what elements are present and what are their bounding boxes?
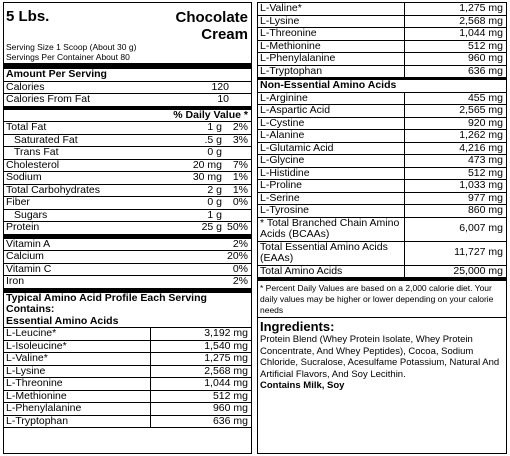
nonessential-amino-list: [258, 93, 506, 218]
nutrient-row: [4, 122, 251, 135]
amino-amount: 25,000 mg: [453, 264, 503, 277]
amino-amount: 455 mg: [467, 91, 503, 104]
nutrient-row: [4, 185, 251, 198]
nutrient-amount: 0 g: [207, 147, 222, 158]
nutrient-amount: 20 mg: [192, 159, 222, 171]
vitamin-list: [4, 239, 251, 289]
amino-row: [258, 242, 506, 266]
amino-totals: [258, 218, 506, 279]
amino-row: [258, 155, 506, 168]
amino-row: [4, 378, 251, 391]
nutrient-daily-value: 3%: [232, 134, 248, 146]
nutrient-daily-value: 0%: [232, 197, 248, 208]
amino-amount: 636 mg: [467, 64, 503, 77]
nutrient-label: Saturated Fat: [14, 134, 78, 146]
nutrient-daily-value: 1%: [232, 172, 248, 183]
amino-name: L-Leucine*: [4, 328, 151, 340]
amino-row: [258, 53, 506, 66]
nutrient-label: Sodium: [6, 172, 42, 183]
nutrient-amount: 25 g: [201, 222, 222, 233]
vitamin-daily-value: 2%: [232, 238, 248, 250]
amino-amount: 920 mg: [467, 116, 503, 129]
amino-row: [258, 218, 506, 242]
amino-row: [258, 266, 506, 279]
vitamin-label: Iron: [6, 276, 25, 287]
nutrient-label: Total Carbohydrates: [6, 184, 100, 196]
nutrient-row: [4, 147, 251, 160]
amino-name: L-Isoleucine*: [4, 341, 151, 353]
nutrient-amount: 1 g: [207, 122, 222, 133]
amino-amount: 4,216 mg: [459, 141, 503, 154]
amino-name: L-Cystine: [258, 118, 405, 130]
nutrient-amount: 30 mg: [192, 172, 222, 183]
amino-amount: 2,568 mg: [204, 364, 248, 377]
ingredients-text: Protein Blend (Whey Protein Isolate, Whey Protein Concentrate, And Whey Peptides), Cocoa, Sodium Chloride, Sucralose, Acesulfame Potassium, Natural And Artificial Flavors, And Soy Lecithin. Contains Milk, Soy: [258, 334, 506, 392]
amino-name: L-Serine: [258, 193, 405, 205]
amino-amount: 1,540 mg: [204, 339, 248, 352]
calories-row: Calories 120: [4, 82, 251, 95]
nutrient-row: [4, 160, 251, 173]
amino-name: L-Proline: [258, 180, 405, 192]
amino-name: L-Alanine: [258, 130, 405, 142]
nutrient-daily-value: 1%: [232, 184, 248, 196]
nutrient-daily-value: 2%: [232, 122, 248, 133]
amino-amount: 977 mg: [467, 191, 503, 204]
nutrient-amount: 1 g: [207, 209, 222, 221]
allergen-statement: Contains Milk, Soy: [260, 380, 345, 391]
amino-amount: 1,044 mg: [204, 377, 248, 389]
vitamin-row: [4, 276, 251, 289]
amino-row: [258, 3, 506, 16]
amino-amount: 1,275 mg: [459, 2, 503, 14]
essential-amino-title: Essential Amino Acids: [4, 316, 251, 329]
amino-amount: 1,262 mg: [459, 129, 503, 141]
serving-size: Serving Size 1 Scoop (About 30 g): [6, 42, 137, 52]
amino-amount: 3,192 mg: [204, 327, 248, 339]
amino-name: * Total Branched Chain Amino Acids (BCAAs): [258, 218, 405, 241]
amount-per-serving: Amount Per Serving: [4, 69, 251, 82]
vitamin-daily-value: 20%: [226, 251, 248, 262]
amino-amount: 11,727 mg: [454, 246, 503, 259]
amino-amount: 512 mg: [467, 39, 503, 52]
nutrient-label: Trans Fat: [14, 147, 59, 158]
nutrient-label: Protein: [6, 222, 40, 233]
nutrient-list: [4, 122, 251, 235]
amino-name: L-Lysine: [258, 16, 405, 28]
container-size: 5 Lbs.: [6, 8, 50, 25]
amino-name: L-Phenylalanine: [258, 53, 405, 65]
amino-name: L-Glutamic Acid: [258, 143, 405, 155]
amino-amount: 512 mg: [467, 166, 503, 179]
amino-amount: 473 mg: [467, 154, 503, 166]
nutrient-label: Cholesterol: [6, 159, 60, 171]
nutrient-amount: .5 g: [204, 134, 222, 146]
vitamin-daily-value: 0%: [232, 263, 248, 275]
label-header: [4, 3, 251, 43]
nutrient-row: [4, 135, 251, 148]
amino-amount: 1,033 mg: [459, 179, 503, 191]
amino-name: L-Valine*: [258, 3, 405, 15]
amino-name: L-Tryptophan: [258, 66, 405, 78]
amino-row: [4, 403, 251, 416]
amino-row: [4, 353, 251, 366]
vitamin-label: Vitamin C: [6, 263, 52, 275]
calories-from-fat-row: Calories From Fat 10: [6, 94, 229, 105]
nutrient-row: [4, 197, 251, 210]
amino-amount: 860 mg: [467, 204, 503, 216]
amino-amount: 2,565 mg: [459, 104, 503, 116]
nutrient-row: [4, 222, 251, 235]
nutrient-daily-value: [226, 147, 251, 159]
amino-name: L-Lysine: [4, 366, 151, 378]
amino-row: [4, 328, 251, 341]
amino-amount: 636 mg: [212, 414, 248, 427]
amino-amount: 1,044 mg: [459, 27, 503, 39]
ingredients-title: Ingredients:: [260, 319, 335, 334]
amino-name: L-Valine*: [4, 353, 151, 365]
amino-amount: 6,007 mg: [459, 222, 503, 235]
vitamin-row: [4, 264, 251, 277]
amino-name: L-Threonine: [258, 28, 405, 40]
amino-amount: 512 mg: [212, 389, 248, 402]
amino-row: [258, 105, 506, 118]
nutrient-daily-value: [226, 210, 251, 222]
amino-name: L-Histidine: [258, 168, 405, 180]
nutrient-label: Sugars: [14, 209, 48, 221]
amino-name: L-Tyrosine: [258, 205, 405, 217]
amino-amount: 1,275 mg: [204, 352, 248, 364]
amino-amount: 2,568 mg: [459, 14, 503, 27]
amino-row: [258, 66, 506, 79]
nutrient-label: Fiber: [6, 197, 30, 208]
amino-row: [258, 205, 506, 218]
right-panel: [257, 2, 507, 454]
amino-row: [258, 130, 506, 143]
amino-name: L-Glycine: [258, 155, 405, 167]
amino-amount: 960 mg: [467, 52, 503, 64]
nonessential-amino-title: Non-Essential Amino Acids: [258, 78, 506, 93]
amino-row: [4, 416, 251, 429]
amino-row: [258, 180, 506, 193]
essential-amino-list: [4, 328, 251, 428]
vitamin-daily-value: 2%: [232, 276, 248, 287]
nutrient-row: [4, 210, 251, 223]
daily-value-footnote: * Percent Daily Values are based on a 2,000 calorie diet. Your daily values may be higher or lower depending on your calorie needs: [258, 281, 506, 318]
servings-per-container: Servings Per Container About 80: [6, 51, 130, 62]
amino-name: Total Amino Acids: [258, 266, 405, 278]
amino-row: [258, 28, 506, 41]
nutrient-label: Total Fat: [6, 122, 47, 133]
amino-name: L-Aspartic Acid: [258, 105, 405, 117]
vitamin-row: [4, 239, 251, 252]
left-panel: [3, 2, 252, 454]
amino-name: L-Tryptophan: [4, 416, 151, 428]
nutrient-daily-value: 50%: [226, 222, 248, 233]
amino-name: L-Methionine: [258, 41, 405, 53]
vitamin-label: Calcium: [6, 251, 44, 262]
amino-name: L-Methionine: [4, 391, 151, 403]
daily-value-header: % Daily Value *: [4, 110, 251, 123]
vitamin-label: Vitamin A: [6, 238, 51, 250]
amino-name: L-Phenylalanine: [4, 403, 151, 415]
nutrient-daily-value: 7%: [232, 159, 248, 171]
essential-amino-list-continued: [258, 3, 506, 78]
vitamin-row: [4, 251, 251, 264]
flavor-name: Chocolate Cream: [175, 9, 248, 43]
nutrient-amount: 0 g: [207, 197, 222, 208]
nutrient-row: [4, 172, 251, 185]
amino-profile-title: Typical Amino Acid Profile Each Serving Contains:: [6, 291, 207, 315]
nutrient-amount: 2 g: [207, 184, 222, 196]
amino-name: L-Arginine: [258, 93, 405, 105]
amino-name: L-Threonine: [4, 378, 151, 390]
amino-amount: 960 mg: [212, 402, 248, 414]
amino-name: Total Essential Amino Acids (EAAs): [258, 242, 405, 265]
